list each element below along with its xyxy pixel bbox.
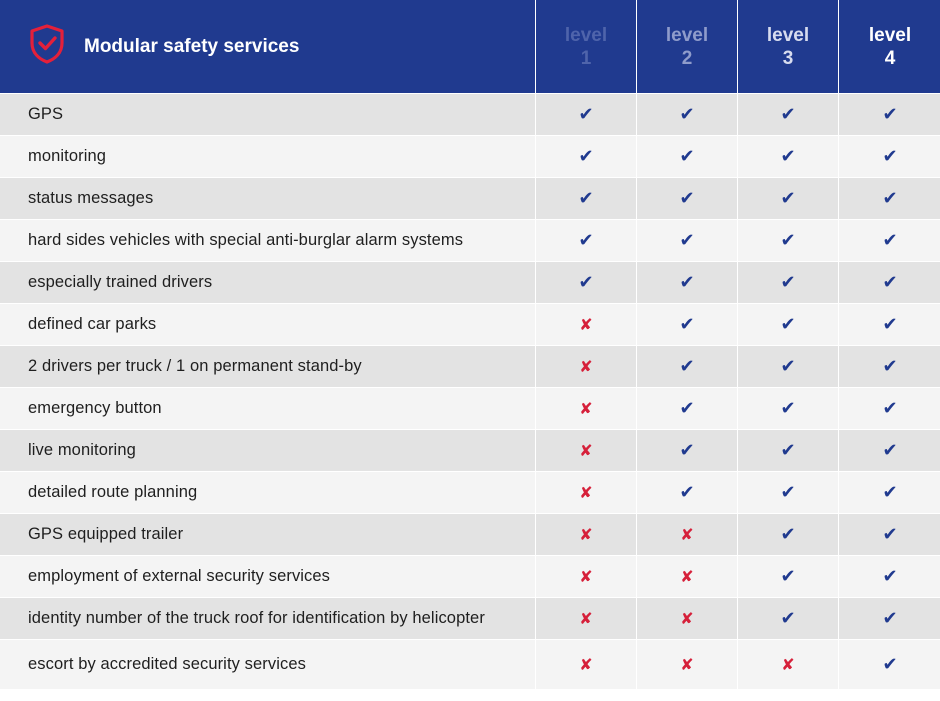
check-icon: ✔ <box>536 219 636 261</box>
row-label: GPS <box>0 93 535 135</box>
cross-icon: ✘ <box>637 513 737 555</box>
check-icon: ✔ <box>738 303 838 345</box>
check-icon: ✔ <box>839 639 940 689</box>
level-number: 3 <box>782 47 794 69</box>
table-header-title <box>0 0 535 93</box>
level-number: 1 <box>580 47 592 69</box>
check-icon: ✔ <box>738 513 838 555</box>
check-icon: ✔ <box>839 555 940 597</box>
check-icon: ✔ <box>738 345 838 387</box>
row-label: defined car parks <box>0 303 535 345</box>
check-icon: ✔ <box>536 135 636 177</box>
check-icon: ✔ <box>839 303 940 345</box>
cross-icon: ✘ <box>536 387 636 429</box>
check-icon: ✔ <box>839 93 940 135</box>
check-icon: ✔ <box>738 597 838 639</box>
check-icon: ✔ <box>637 93 737 135</box>
check-icon: ✔ <box>738 93 838 135</box>
check-icon: ✔ <box>738 177 838 219</box>
cross-icon: ✘ <box>536 345 636 387</box>
row-label: detailed route planning <box>0 471 535 513</box>
level-word: level <box>766 24 810 46</box>
row-label: emergency button <box>0 387 535 429</box>
check-icon: ✔ <box>839 471 940 513</box>
row-label: escort by accredited security services <box>0 639 535 689</box>
check-icon: ✔ <box>839 177 940 219</box>
row-label: identity number of the truck roof for identification by helicopter <box>0 597 535 639</box>
level-word: level <box>665 24 709 46</box>
check-icon: ✔ <box>637 345 737 387</box>
check-icon: ✔ <box>738 387 838 429</box>
level-2-header <box>637 0 737 93</box>
check-icon: ✔ <box>738 429 838 471</box>
check-icon: ✔ <box>637 219 737 261</box>
cross-icon: ✘ <box>536 597 636 639</box>
cross-icon: ✘ <box>637 639 737 689</box>
level-number: 2 <box>681 47 693 69</box>
cross-icon: ✘ <box>536 471 636 513</box>
check-icon: ✔ <box>637 303 737 345</box>
cross-icon: ✘ <box>536 513 636 555</box>
check-icon: ✔ <box>839 135 940 177</box>
cross-icon: ✘ <box>536 303 636 345</box>
level-3-header <box>738 0 838 93</box>
table-title: Modular safety services <box>84 35 300 57</box>
check-icon: ✔ <box>738 555 838 597</box>
cross-icon: ✘ <box>536 429 636 471</box>
check-icon: ✔ <box>839 597 940 639</box>
level-4-header <box>839 0 940 93</box>
check-icon: ✔ <box>637 135 737 177</box>
check-icon: ✔ <box>839 513 940 555</box>
check-icon: ✔ <box>536 177 636 219</box>
cross-icon: ✘ <box>738 639 838 689</box>
shield-check-icon <box>28 24 66 69</box>
row-label: employment of external security services <box>0 555 535 597</box>
row-label: GPS equipped trailer <box>0 513 535 555</box>
check-icon: ✔ <box>738 219 838 261</box>
cross-icon: ✘ <box>536 639 636 689</box>
check-icon: ✔ <box>839 219 940 261</box>
cross-icon: ✘ <box>637 597 737 639</box>
cross-icon: ✘ <box>637 555 737 597</box>
check-icon: ✔ <box>738 135 838 177</box>
row-label: status messages <box>0 177 535 219</box>
level-word: level <box>564 24 608 46</box>
check-icon: ✔ <box>637 429 737 471</box>
check-icon: ✔ <box>839 387 940 429</box>
row-label: 2 drivers per truck / 1 on permanent stand-by <box>0 345 535 387</box>
level-number: 4 <box>884 47 896 69</box>
row-label: live monitoring <box>0 429 535 471</box>
row-label: monitoring <box>0 135 535 177</box>
row-label: hard sides vehicles with special anti-burglar alarm systems <box>0 219 535 261</box>
cross-icon: ✘ <box>536 555 636 597</box>
level-word: level <box>868 24 912 46</box>
check-icon: ✔ <box>637 387 737 429</box>
check-icon: ✔ <box>637 261 737 303</box>
check-icon: ✔ <box>839 429 940 471</box>
check-icon: ✔ <box>839 345 940 387</box>
check-icon: ✔ <box>536 261 636 303</box>
check-icon: ✔ <box>738 261 838 303</box>
check-icon: ✔ <box>637 177 737 219</box>
check-icon: ✔ <box>637 471 737 513</box>
check-icon: ✔ <box>738 471 838 513</box>
level-1-header <box>536 0 636 93</box>
check-icon: ✔ <box>536 93 636 135</box>
row-label: especially trained drivers <box>0 261 535 303</box>
check-icon: ✔ <box>839 261 940 303</box>
